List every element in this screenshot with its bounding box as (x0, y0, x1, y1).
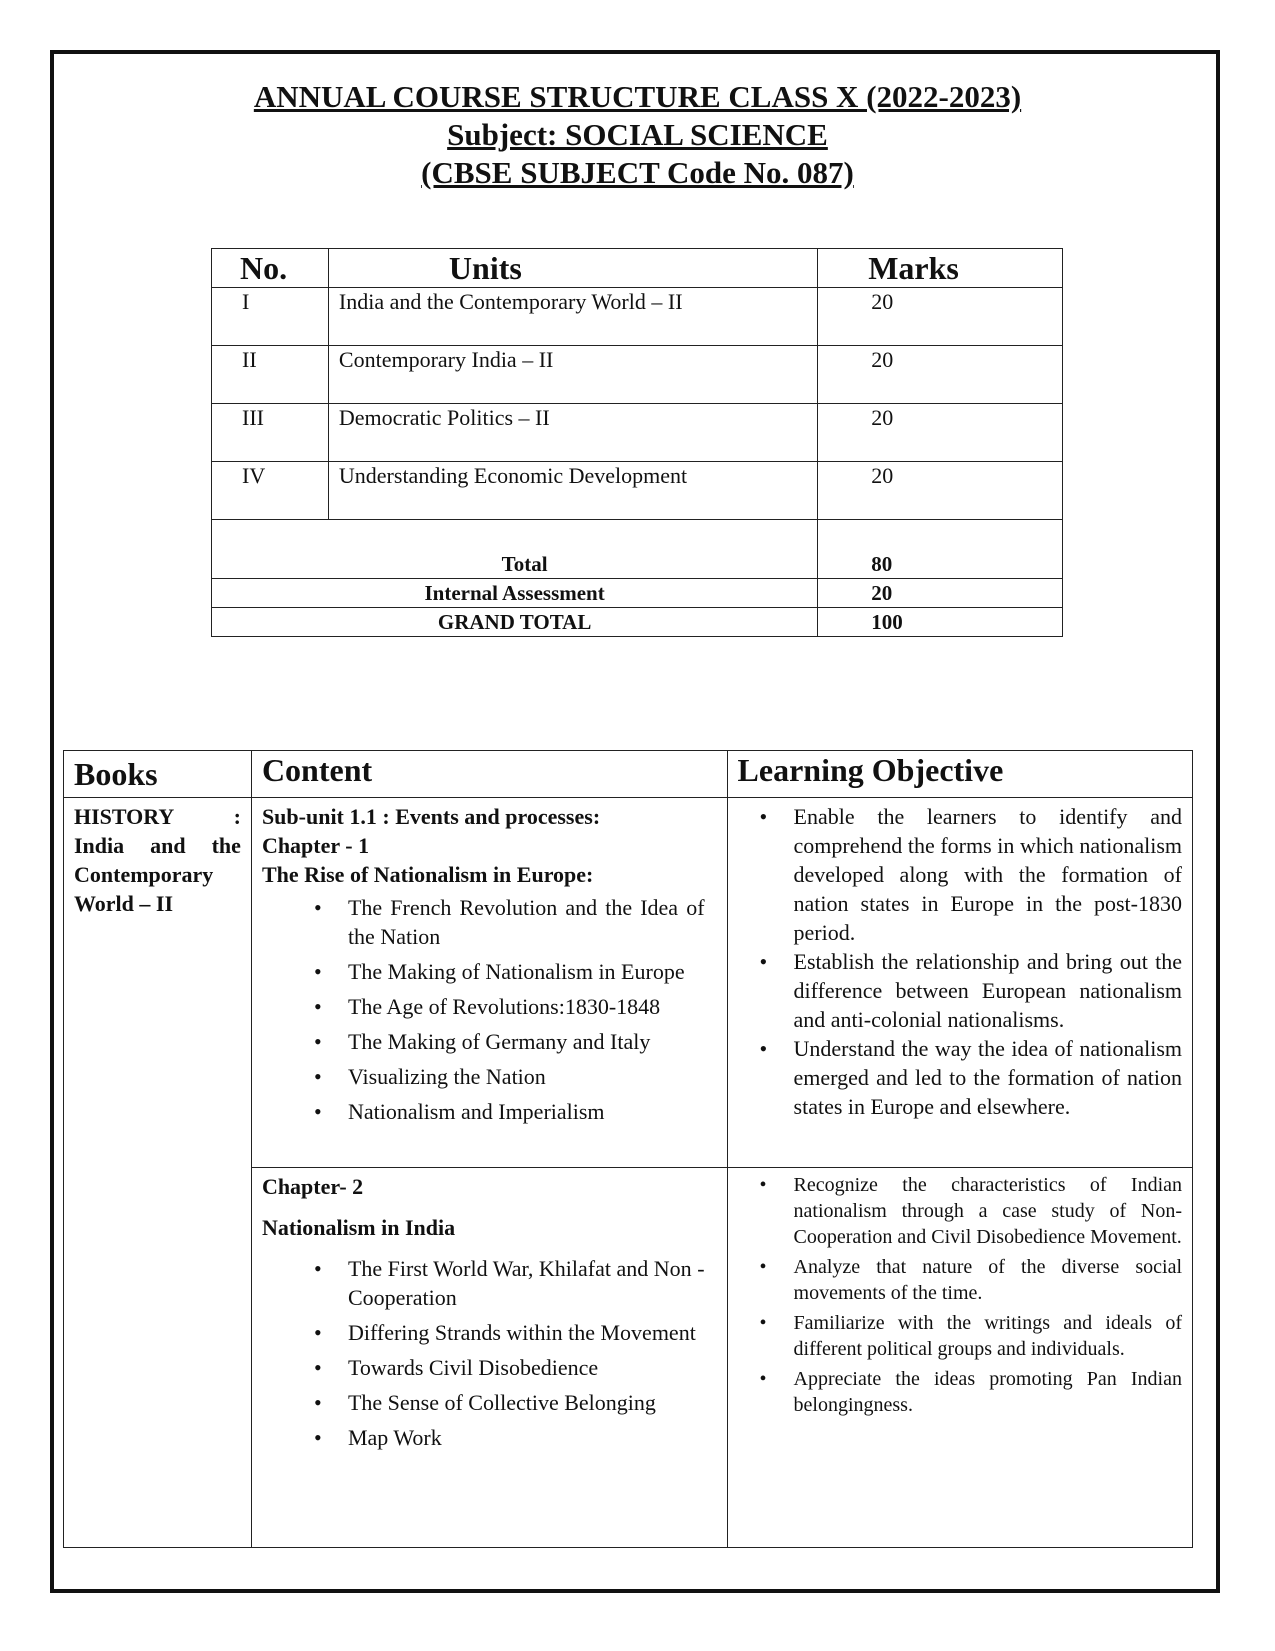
header-books: Books (64, 751, 252, 798)
list-item: • Differing Strands within the Movement (314, 1318, 705, 1347)
total-value: 80 (818, 520, 1063, 579)
grand-total-row (212, 608, 1063, 637)
table-row (212, 462, 1063, 520)
chapter-1-row (64, 798, 1193, 1168)
list-item: • The First World War, Khilafat and Non - Cooperation (314, 1254, 705, 1312)
header-content: Content (251, 751, 727, 798)
topic-list (314, 893, 705, 1126)
unit-no: I (212, 288, 329, 346)
unit-no: IV (212, 462, 329, 520)
book-line: Contemporary (74, 862, 214, 887)
list-item: • Appreciate the ideas promoting Pan Indian belongingness. (760, 1366, 1182, 1418)
list-item: • Understand the way the idea of nationalism emerged and led to the formation of nation states in Europe and elsewhere. (760, 1034, 1182, 1121)
unit-no: III (212, 404, 329, 462)
grand-value: 100 (818, 608, 1063, 637)
header-no: No. (212, 249, 329, 288)
book-line: HISTORY : (74, 804, 241, 829)
list-item: • Familiarize with the writings and ideals of different political groups and individuals. (760, 1310, 1182, 1362)
unit-no: II (212, 346, 329, 404)
list-item: • The French Revolution and the Idea of the Nation (314, 893, 705, 951)
list-item: • Visualizing the Nation (314, 1062, 705, 1091)
table-row (212, 346, 1063, 404)
unit-name: Understanding Economic Development (328, 462, 817, 520)
book-line: World – II (74, 891, 174, 916)
objective-list (760, 1172, 1182, 1418)
internal-value: 20 (818, 579, 1063, 608)
units-table (211, 248, 1063, 637)
unit-marks: 20 (818, 346, 1063, 404)
unit-name: Democratic Politics – II (328, 404, 817, 462)
chapter-title: Nationalism in India (261, 1215, 456, 1240)
total-label: Total (212, 520, 818, 579)
list-item: • The Making of Nationalism in Europe (314, 957, 705, 986)
total-row (212, 520, 1063, 579)
title-line-1: ANNUAL COURSE STRUCTURE CLASS X (2022-2023) (253, 79, 1022, 114)
list-item: • The Making of Germany and Italy (314, 1027, 705, 1056)
book-line: India and the (74, 833, 241, 858)
grand-label: GRAND TOTAL (212, 608, 818, 637)
chapter-1-content (251, 798, 727, 1168)
list-item: • Enable the learners to identify and comprehend the forms in which nationalism developed along with the formation of nation states in Europe in the post-1830 period. (760, 802, 1182, 947)
chapter-title: The Rise of Nationalism in Europe: (261, 862, 594, 887)
units-header-row (212, 249, 1063, 288)
subunit-heading: Sub-unit 1.1 : Events and processes: (261, 804, 601, 829)
unit-marks: 20 (818, 462, 1063, 520)
book-cell (64, 798, 252, 1548)
syllabus-header-row (64, 751, 1193, 798)
chapter-2-content (251, 1168, 727, 1548)
list-item: • Nationalism and Imperialism (314, 1097, 705, 1126)
unit-marks: 20 (818, 288, 1063, 346)
list-item: • Map Work (314, 1423, 705, 1452)
header-objective: Learning Objective (727, 751, 1192, 798)
syllabus-table (63, 750, 1193, 1548)
objective-list (760, 802, 1182, 1121)
chapter-heading: Chapter - 1 (261, 833, 370, 858)
list-item: • Establish the relationship and bring out the difference between European nationalism and anti-colonial nationalisms. (760, 947, 1182, 1034)
table-row (212, 288, 1063, 346)
topic-list (314, 1254, 705, 1452)
table-row (212, 404, 1063, 462)
list-item: • Analyze that nature of the diverse social movements of the time. (760, 1254, 1182, 1306)
list-item: • Towards Civil Disobedience (314, 1353, 705, 1382)
document-header (0, 78, 1275, 192)
header-marks: Marks (818, 249, 1063, 288)
unit-name: Contemporary India – II (328, 346, 817, 404)
list-item: • The Age of Revolutions:1830-1848 (314, 992, 705, 1021)
unit-marks: 20 (818, 404, 1063, 462)
chapter-1-objectives (727, 798, 1192, 1168)
chapter-heading: Chapter- 2 (261, 1174, 364, 1199)
list-item: • The Sense of Collective Belonging (314, 1388, 705, 1417)
chapter-2-objectives (727, 1168, 1192, 1548)
title-line-2: Subject: SOCIAL SCIENCE (447, 117, 828, 152)
internal-label: Internal Assessment (212, 579, 818, 608)
header-units: Units (328, 249, 817, 288)
unit-name: India and the Contemporary World – II (328, 288, 817, 346)
title-line-3: (CBSE SUBJECT Code No. 087) (421, 155, 854, 190)
internal-assessment-row (212, 579, 1063, 608)
list-item: • Recognize the characteristics of Indian nationalism through a case study of Non-Cooperation and Civil Disobedience Movement. (760, 1172, 1182, 1250)
